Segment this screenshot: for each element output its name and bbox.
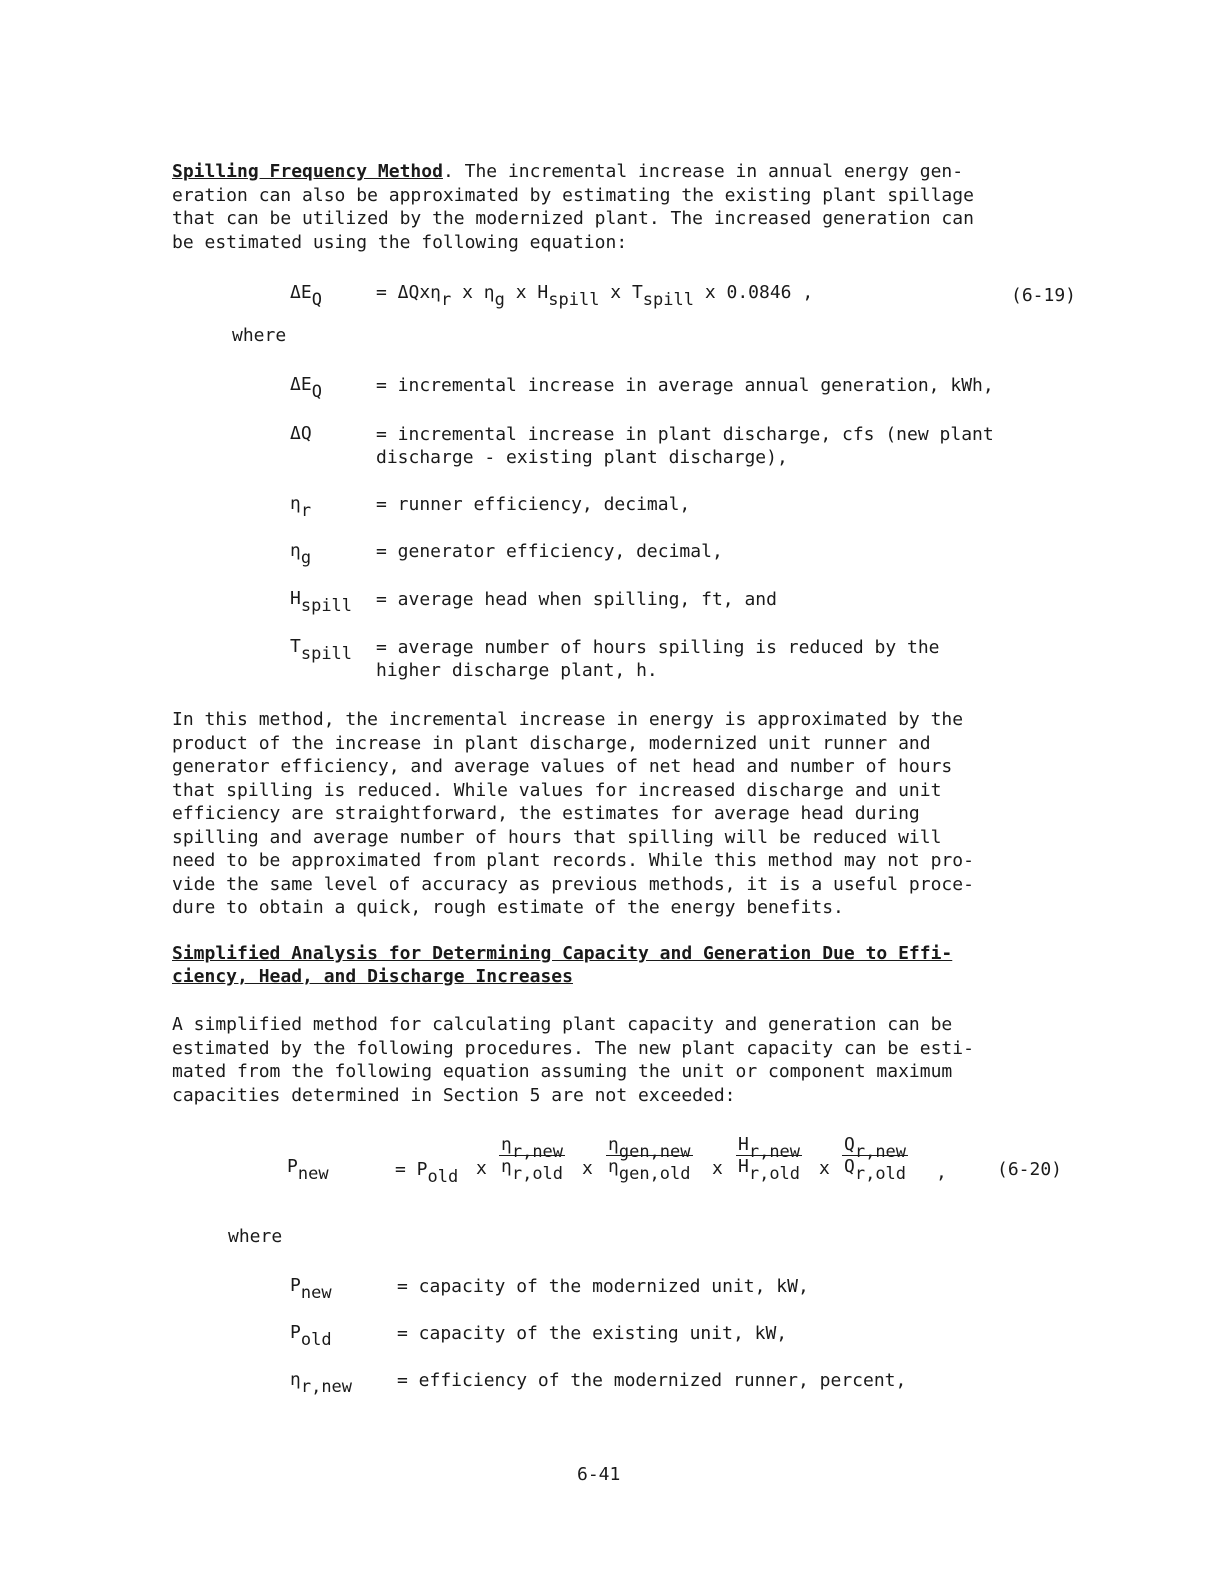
intro-paragraph <box>172 160 1072 254</box>
equation-6-19-lhs: $\Delta E_Q$ <box>290 282 322 310</box>
definition-symbol: $\eta_r$ <box>290 493 312 521</box>
section-heading-spilling: Spilling Frequency Method <box>172 161 443 182</box>
method-explanation-paragraph: In this method, the incremental increase in energy is approximated by the product of the increase in plant discharge, modernized unit runner and generator efficiency, and average values of net head and number of hours that spilling is reduced. While values for increased discharge and unit efficiency are straightforward, the estimates for average head during spilling and average number of hours that spilling will be reduced will need to be approximated from plant records. While this method may not pro- vide the same level of accuracy as previous methods, it is a useful proce- dure to obtain a quick, rough estimate of the energy benefits. <box>172 709 974 918</box>
equation-6-20-pold: = $P_{old}$ <box>395 1159 459 1187</box>
definition-text: = capacity of the existing unit, kW, <box>397 1323 788 1344</box>
where-label: where <box>232 325 287 346</box>
fraction-head: $H_{r,new}$ $H_{r,old}$ <box>738 1134 801 1184</box>
definition-text: = average head when spilling, ft, and <box>376 589 777 610</box>
definition-symbol: $\eta_g$ <box>290 540 312 568</box>
definition-symbol: $H_{spill}$ <box>290 588 353 616</box>
fraction-generator-efficiency: $\eta_{gen,new}$ $\eta_{gen,old}$ <box>608 1134 691 1184</box>
equation-6-20-lhs: $P_{new}$ <box>287 1156 329 1184</box>
definition-symbol: $T_{spill}$ <box>290 636 353 664</box>
equation-number-6-20: (6-20) <box>997 1159 1063 1180</box>
multiply-sign: x <box>476 1158 487 1179</box>
definition-symbol: $P_{old}$ <box>290 1322 332 1350</box>
simplified-method-paragraph: A simplified method for calculating plant capacity and generation can be estimated by the following procedures. The new plant capacity can be esti- mated from the following equation assuming the unit or component maximum capacities determined in Section 5 are not exceeded: <box>172 1014 974 1106</box>
equation-comma: , <box>936 1162 947 1183</box>
definition-text: = average number of hours spilling is reduced by the higher discharge plant, h. <box>376 637 940 681</box>
definition-text: = efficiency of the modernized runner, percent, <box>397 1370 907 1391</box>
definition-text: = capacity of the modernized unit, kW, <box>397 1276 809 1297</box>
definition-text: = incremental increase in plant discharge, cfs (new plant discharge - existing plant discharge), <box>376 424 994 468</box>
definition-text: = incremental increase in average annual generation, kWh, <box>376 375 994 396</box>
multiply-sign: x <box>582 1158 593 1179</box>
equation-6-19-rhs: = ΔQxη$_r$ x $\eta_g$ x $H_{spill}$ x $T_{spill}$ x 0.0846 , <box>376 282 814 310</box>
definition-symbol: $\eta_{r,new}$ <box>290 1369 353 1397</box>
multiply-sign: x <box>712 1158 723 1179</box>
multiply-sign: x <box>819 1158 830 1179</box>
fraction-discharge: $Q_{r,new}$ $Q_{r,old}$ <box>844 1134 907 1184</box>
fraction-runner-efficiency: $\eta_{r,new}$ $\eta_{r,old}$ <box>501 1134 564 1184</box>
page-number: 6-41 <box>577 1464 621 1485</box>
definition-symbol: $P_{new}$ <box>290 1275 332 1303</box>
definition-text: = generator efficiency, decimal, <box>376 541 723 562</box>
definition-text: = runner efficiency, decimal, <box>376 494 691 515</box>
where-label: where <box>228 1226 283 1247</box>
definition-symbol: ΔQ <box>290 423 312 444</box>
intro-text: . The incremental increase in annual energy gen- eration can also be approximated by estimating the existing plant spillage that can be utilized by the modernized plant. The increased generation can be estimated using the following equation: <box>172 161 974 253</box>
definition-symbol: $\Delta E_Q$ <box>290 374 322 402</box>
section-heading-simplified-analysis: Simplified Analysis for Determining Capacity and Generation Due to Effi- ciency, Head, and Discharge Increases <box>172 943 953 987</box>
equation-number-6-19: (6-19) <box>1011 285 1077 306</box>
